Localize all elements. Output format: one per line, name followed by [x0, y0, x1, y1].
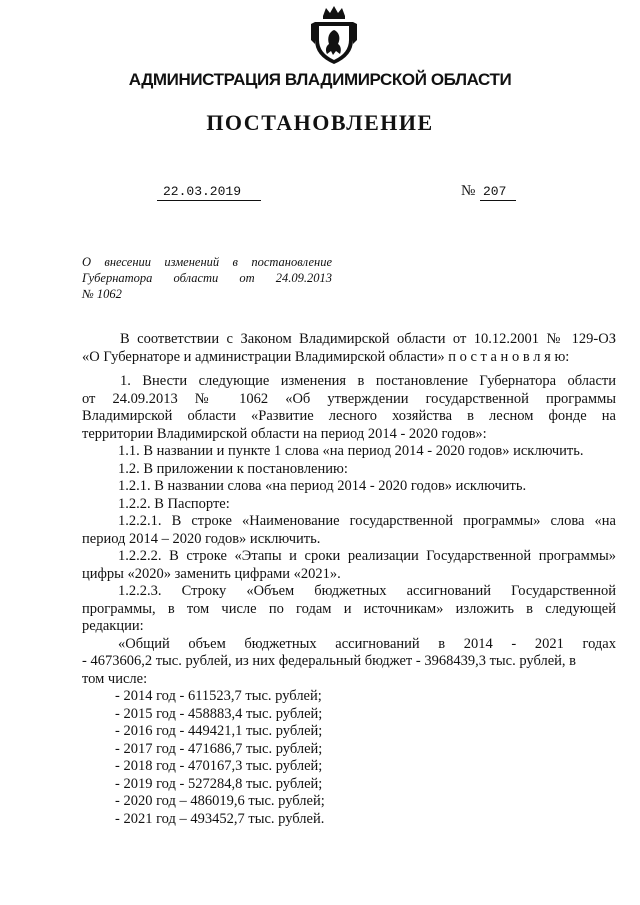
item-1-2-2: 1.2.2. В Паспорте:	[118, 495, 230, 512]
quote-line: - 4673606,2 тыс. рублей, из них федеральный бюджет - 3968439,3 тыс. рублей, в	[82, 653, 576, 669]
item-1-line: территории Владимирской области на период 2014 - 2020 годов»:	[82, 425, 487, 442]
item-1-2-2-3-line: редакции:	[82, 618, 144, 634]
preamble-line: В соответствии с Законом Владимирской области от 10.12.2001 № 129-ОЗ	[120, 331, 616, 347]
item-1-2: 1.2. В приложении к постановлению:	[118, 460, 348, 477]
year-line: - 2020 год – 486019,6 тыс. рублей;	[115, 793, 325, 809]
document-number: 207	[480, 183, 516, 201]
vladimir-coat-of-arms-icon	[309, 4, 359, 66]
year-line: - 2021 год – 493452,7 тыс. рублей.	[115, 810, 325, 827]
year-line: - 2017 год - 471686,7 тыс. рублей;	[115, 740, 323, 757]
item-1-2-2-1-line: 1.2.2.1. В строке «Наименование государственной программы» слова «на	[118, 513, 616, 529]
number-label: №	[461, 183, 476, 199]
item-1-2-2-2-line: 1.2.2.2. В строке «Этапы и сроки реализации Государственной программы»	[118, 548, 616, 564]
year-line: - 2015 год - 458883,4 тыс. рублей;	[115, 705, 323, 722]
quote-line: том числе:	[82, 670, 148, 687]
year-line: - 2019 год - 527284,8 тыс. рублей;	[115, 775, 323, 792]
item-1-2-2-2-line: цифры «2020» заменить цифрами «2021».	[82, 565, 341, 582]
preamble-line: «О Губернаторе и администрации Владимирской области» п о с т а н о в л я ю:	[82, 348, 570, 365]
item-1-line: от 24.09.2013 № 1062 «Об утверждении государственной программы	[82, 390, 616, 407]
document-body	[82, 331, 616, 828]
subject-line: № 1062	[82, 287, 122, 301]
year-line: - 2014 год - 611523,7 тыс. рублей;	[115, 688, 322, 704]
item-1-1: 1.1. В названии и пункте 1 слова «на период 2014 - 2020 годов» исключить.	[118, 443, 584, 459]
year-line: - 2018 год - 470167,3 тыс. рублей;	[115, 758, 323, 774]
item-1-2-2-1-line: период 2014 – 2020 годов» исключить.	[82, 530, 321, 547]
organization-title: АДМИНИСТРАЦИЯ ВЛАДИМИРСКОЙ ОБЛАСТИ	[128, 70, 512, 89]
item-1-line: 1. Внести следующие изменения в постановление Губернатора области	[120, 373, 616, 389]
subject-line: Губернатора области от 24.09.2013	[82, 271, 332, 285]
year-line: - 2016 год - 449421,1 тыс. рублей;	[115, 723, 323, 739]
subject-line: О внесении изменений в постановление	[82, 255, 332, 269]
document-subject	[82, 254, 332, 302]
document-date: 22.03.2019	[157, 183, 261, 201]
item-1-2-1: 1.2.1. В названии слова «на период 2014 - 2020 годов» исключить.	[118, 478, 527, 494]
quote-line: «Общий объем бюджетных ассигнований в 2014 - 2021 годах	[118, 635, 616, 652]
item-1-2-2-3-line: 1.2.2.3. Строку «Объем бюджетных ассигнований Государственной	[118, 583, 616, 599]
document-type-title: ПОСТАНОВЛЕНИЕ	[206, 110, 434, 135]
item-1-2-2-3-line: программы, в том числе по годам и источникам» изложить в следующей	[82, 600, 616, 617]
item-1-line: Владимирской области «Развитие лесного хозяйства в лесном фонде на	[82, 408, 616, 424]
